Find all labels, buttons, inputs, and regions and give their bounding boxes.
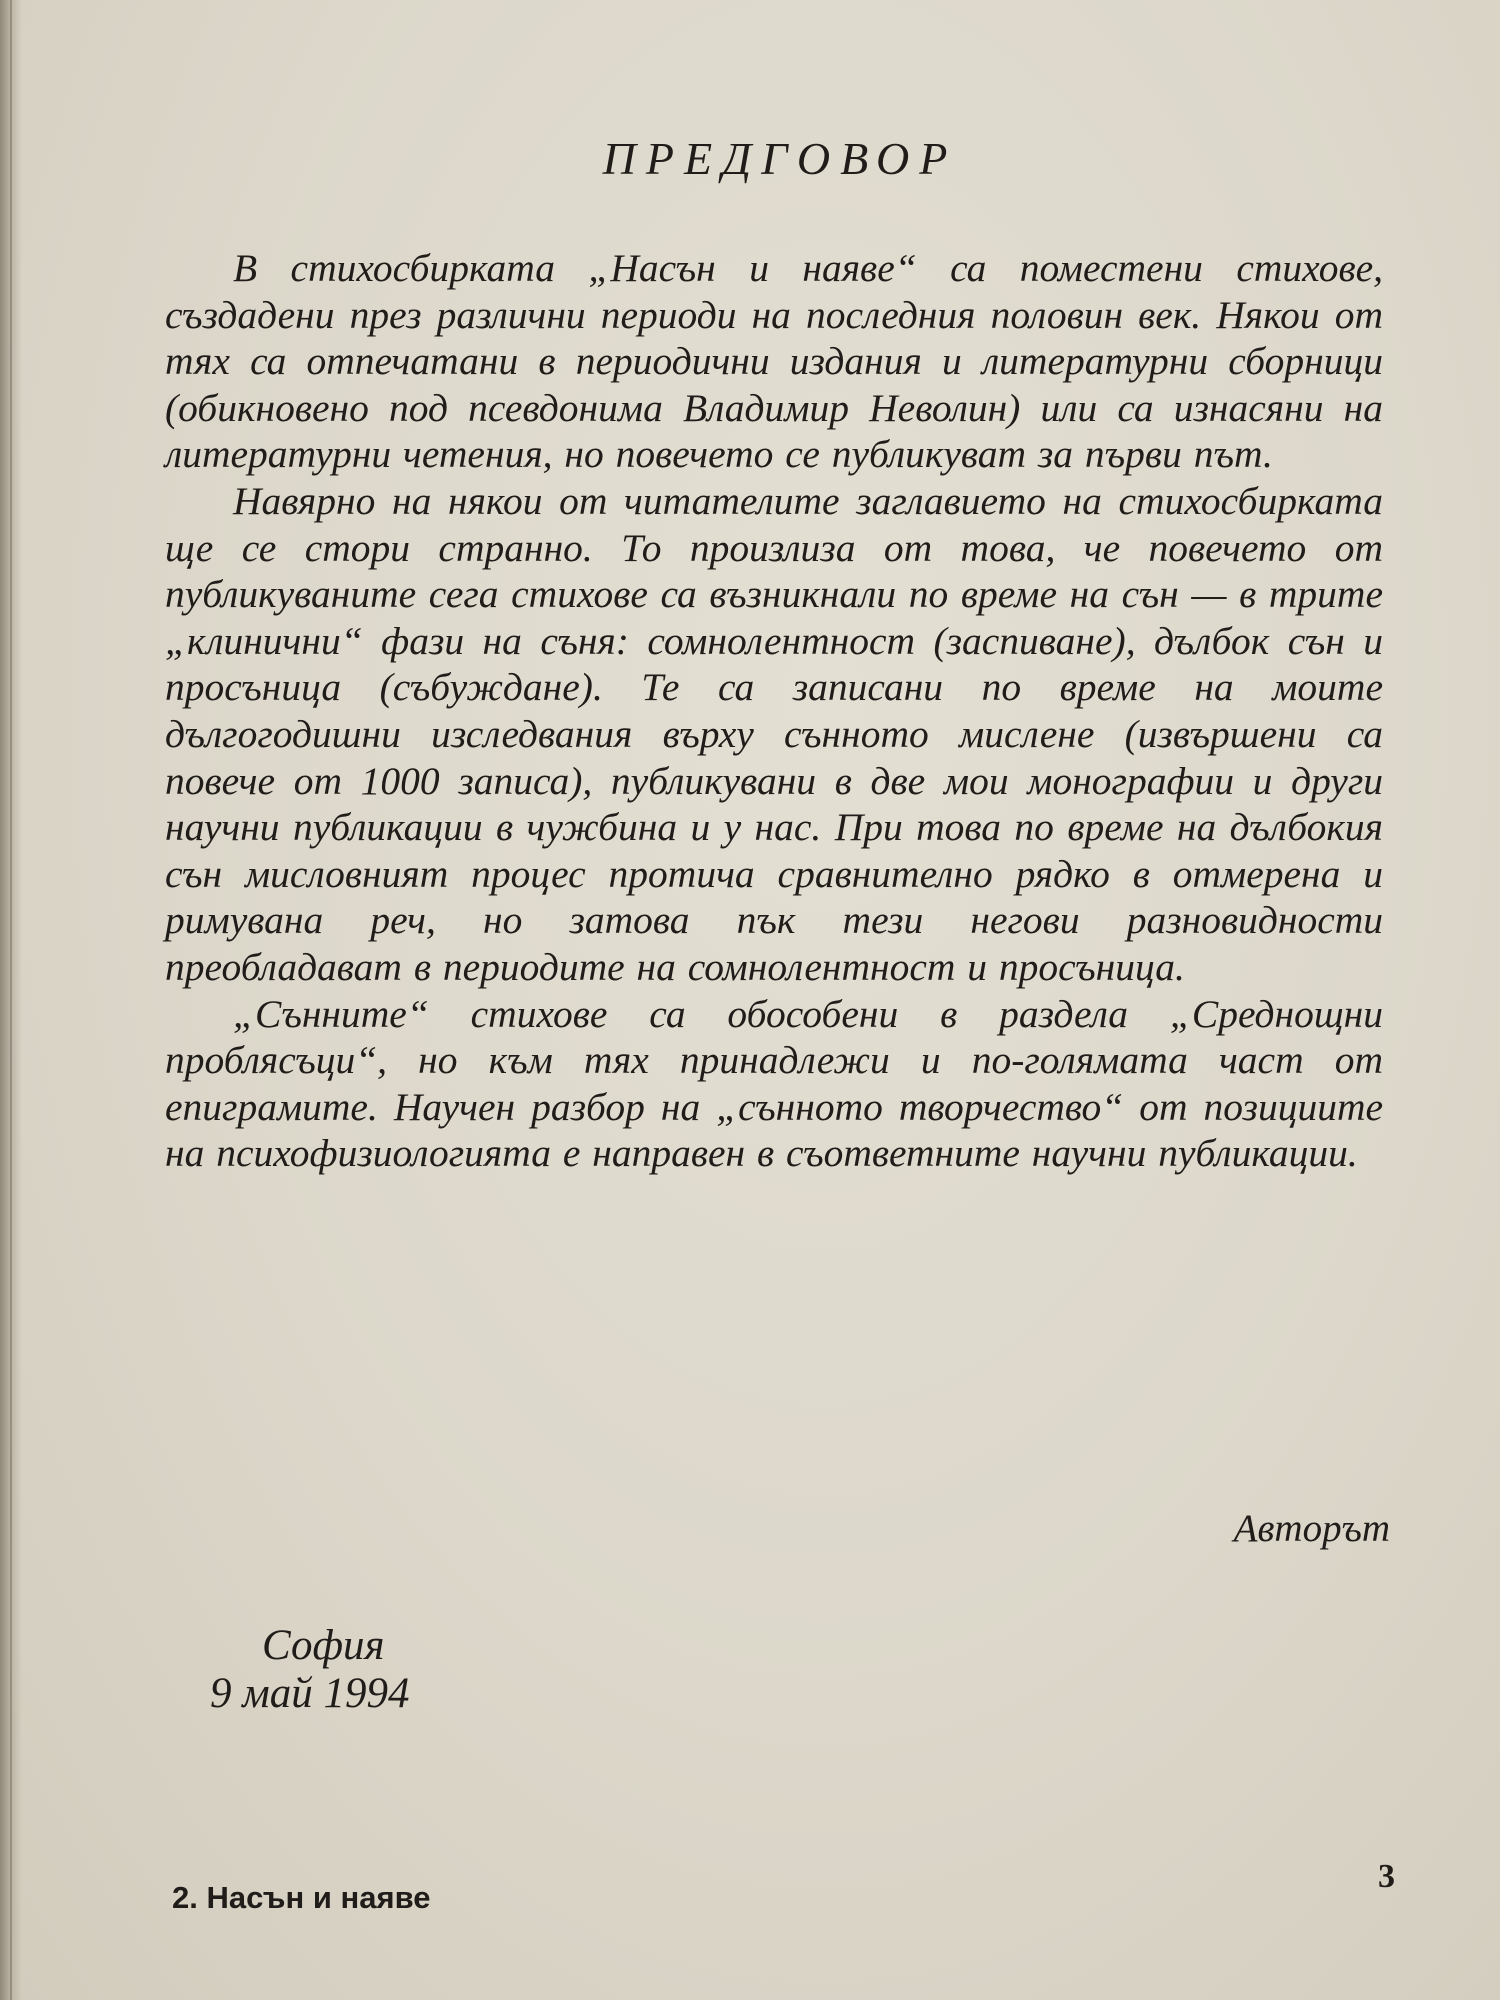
place-text: София — [262, 1622, 385, 1669]
footer-book-title: 2. Насън и наяве — [172, 1880, 431, 1915]
place-date-block — [210, 1622, 470, 1718]
date-text: 9 май 1994 — [210, 1670, 410, 1717]
spine-edge — [10, 0, 12, 2000]
page-title: ПРЕДГОВОР — [602, 133, 958, 184]
preface-body — [165, 245, 1383, 1177]
paragraph-2: Навярно на някои от читателите заглавието на стихосбирката ще се стори странно. То произлиза от това, че повечето от публикуваните сега стихове са възникнали по време на сън — в трите „клинични“ фази на съня: сомнолентност (заспиване), дълбок сън и просъница (събуждане). Те са записани по време на моите дългогодишни изследвания върху сънното мислене (извършени са повече от 1000 записа), публикувани в две мои монографии и други научни публикации в чужбина и у нас. При това по време на дълбокия сън мисловният процес протича сравнително рядко в отмерена и римувана реч, но затова пък тези негови разновидности преобладават в периодите на сомнолентност и просъница. — [165, 478, 1383, 989]
page-number: 3 — [1378, 1858, 1395, 1895]
author-signature: Авторът — [1233, 1507, 1390, 1550]
paragraph-3: „Сънните“ стихове са обособени в раздела „Среднощни проблясъци“, но към тях принадлежи и по-голямата част от епиграмите. Научен разбор на „сънното творчество“ от позициите на психофизиологията е направен в съответните научни публикации. — [165, 991, 1383, 1176]
paragraph-1: В стихосбирката „Насън и наяве“ са поместени стихове, създадени през различни периоди на последния половин век. Някои от тях са отпечатани в периодични издания и литературни сборници (обикновено под псевдонима Владимир Неволин) или са изнасяни на литературни четения, но повечето се публикуват за първи път. — [165, 246, 1383, 477]
